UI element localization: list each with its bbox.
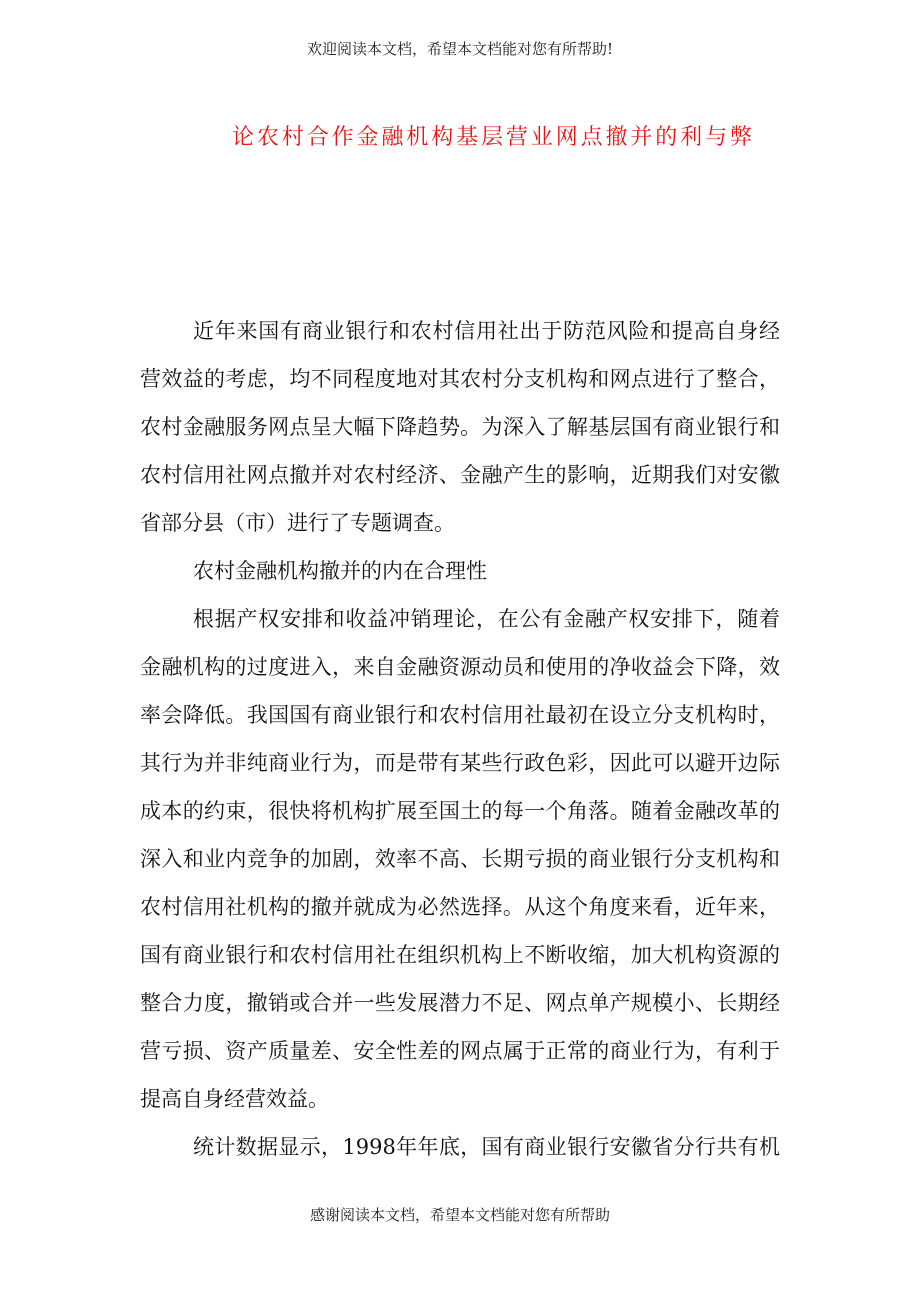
page-footer: 感谢阅读本文档，希望本文档能对您有所帮助 — [309, 1206, 610, 1224]
text-line: 其行为并非纯商业行为，而是带有某些行政色彩，因此可以避开边际 — [140, 751, 780, 775]
text-line: 统计数据显示，1998年年底，国有商业银行安徽省分行共有机 — [193, 1135, 780, 1159]
text-line: 深入和业内竞争的加剧，效率不高、长期亏损的商业银行分支机构和 — [140, 847, 780, 871]
text-line: 国有商业银行和农村信用社在组织机构上不断收缩，加大机构资源的 — [140, 943, 780, 967]
document-title: 论农村合作金融机构基层营业网点撤并的利与弊 — [232, 125, 752, 150]
text-line: 营亏损、资产质量差、安全性差的网点属于正常的商业行为，有利于 — [140, 1039, 780, 1063]
text-line: 率会降低。我国国有商业银行和农村信用社最初在设立分支机构时， — [140, 703, 780, 727]
text-line: 农村金融服务网点呈大幅下降趋势。为深入了解基层国有商业银行和 — [140, 415, 780, 439]
text-line: 营效益的考虑，均不同程度地对其农村分支机构和网点进行了整合， — [140, 367, 780, 391]
text-line: 整合力度，撤销或合并一些发展潜力不足、网点单产规模小、长期经 — [140, 991, 780, 1015]
text-line: 近年来国有商业银行和农村信用社出于防范风险和提高自身经 — [193, 319, 780, 343]
text-line: 农村金融机构撤并的内在合理性 — [193, 559, 487, 583]
text-line: 农村信用社网点撤并对农村经济、金融产生的影响，近期我们对安徽 — [140, 463, 780, 487]
text-line: 提高自身经营效益。 — [140, 1087, 329, 1111]
document-body — [140, 316, 780, 1180]
text-line: 根据产权安排和收益冲销理论，在公有金融产权安排下，随着 — [193, 607, 780, 631]
text-line: 农村信用社机构的撤并就成为必然选择。从这个角度来看，近年来， — [140, 895, 780, 919]
text-line: 金融机构的过度进入，来自金融资源动员和使用的净收益会下降，效 — [140, 655, 780, 679]
page-header: 欢迎阅读本文档，希望本文档能对您有所帮助! — [306, 40, 614, 58]
text-line: 省部分县（市）进行了专题调查。 — [140, 511, 455, 535]
text-line: 成本的约束，很快将机构扩展至国土的每一个角落。随着金融改革的 — [140, 799, 780, 823]
